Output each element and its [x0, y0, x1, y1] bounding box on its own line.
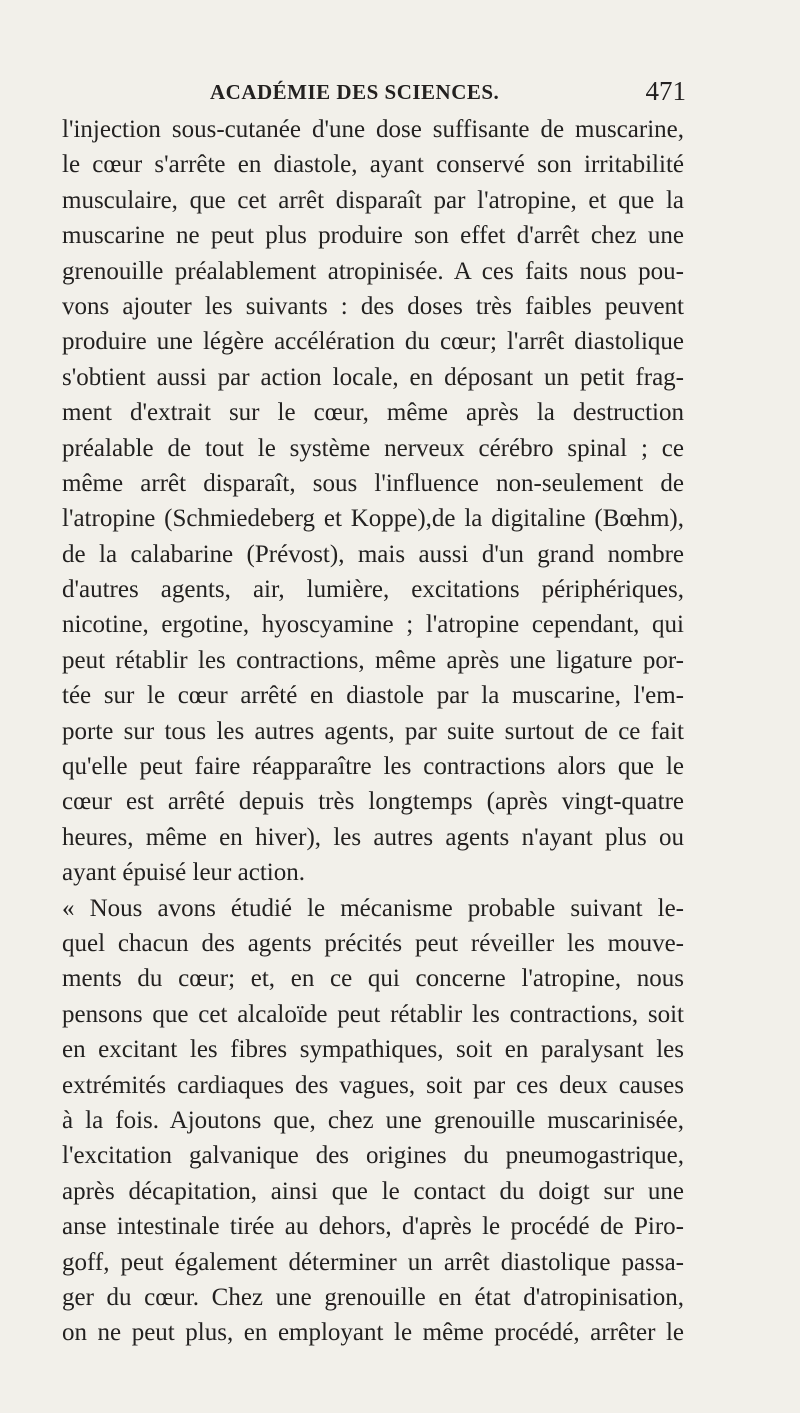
page-number: 471 — [645, 76, 686, 106]
paragraph-end-line: ayant épuisé leur action. — [62, 859, 305, 887]
text-line: tée sur le cœur arrêté en diastole par la muscarine, l'em- — [62, 682, 684, 710]
text-line: ment d'extrait sur le cœur, même après la destruction — [62, 399, 684, 427]
text-line: à la fois. Ajoutons que, chez une grenouille muscarinisée, — [62, 1106, 684, 1134]
text-line: pensons que cet alcaloïde peut rétablir les contractions, soit — [62, 1000, 684, 1028]
text-line: l'atropine (Schmiedeberg et Koppe),de la digitaline (Bœhm), — [62, 505, 684, 533]
text-line: en excitant les fibres sympathiques, soit en paralysant les — [62, 1036, 684, 1064]
text-line: porte sur tous les autres agents, par suite surtout de ce fait — [62, 717, 684, 745]
text-line: extrémités cardiaques des vagues, soit par ces deux causes — [62, 1071, 684, 1099]
text-line: d'autres agents, air, lumière, excitations périphériques, — [62, 576, 684, 604]
text-line: muscarine ne peut plus produire son effet d'arrêt chez une — [62, 222, 684, 250]
text-line: musculaire, que cet arrêt disparaît par l'atropine, et que la — [62, 186, 684, 214]
text-line: l'excitation galvanique des origines du pneumogastrique, — [62, 1142, 684, 1170]
text-line: peut rétablir les contractions, même après une ligature por- — [62, 646, 684, 674]
text-line: après décapitation, ainsi que le contact du doigt sur une — [62, 1177, 684, 1205]
text-line: quel chacun des agents précités peut réveiller les mouve- — [62, 929, 684, 957]
text-line: goff, peut également déterminer un arrêt diastolique passa- — [62, 1248, 684, 1276]
text-line: préalable de tout le système nerveux cérébro spinal ; ce — [62, 434, 684, 462]
text-line: le cœur s'arrête en diastole, ayant conservé son irritabilité — [62, 151, 684, 179]
text-line: anse intestinale tirée au dehors, d'après le procédé de Piro- — [62, 1213, 684, 1241]
text-line: vons ajouter les suivants : des doses très faibles peuvent — [62, 292, 684, 320]
running-head — [62, 74, 686, 110]
text-line: s'obtient aussi par action locale, en déposant un petit frag- — [62, 363, 684, 391]
text-line: grenouille préalablement atropinisée. A ces faits nous pou- — [62, 257, 684, 285]
text-line: nicotine, ergotine, hyoscyamine ; l'atropine cependant, qui — [62, 611, 684, 639]
text-line: cœur est arrêté depuis très longtemps (après vingt-quatre — [62, 788, 684, 816]
text-line: qu'elle peut faire réapparaître les contractions alors que le — [62, 753, 684, 781]
text-line: ments du cœur; et, en ce qui concerne l'atropine, nous — [62, 965, 684, 993]
paragraph-start-line: « Nous avons étudié le mécanisme probable suivant le- — [62, 894, 684, 922]
text-line: l'injection sous-cutanée d'une dose suffisante de muscarine, — [62, 116, 684, 143]
text-line: même arrêt disparaît, sous l'influence non-seulement de — [62, 469, 684, 497]
text-line: heures, même en hiver), les autres agents n'ayant plus ou — [62, 823, 684, 851]
text-line: ger du cœur. Chez une grenouille en état d'atropinisation, — [62, 1283, 684, 1311]
text-line: on ne peut plus, en employant le même procédé, arrêter le — [62, 1319, 684, 1347]
body-text — [62, 112, 684, 1351]
text-line: de la calabarine (Prévost), mais aussi d'un grand nombre — [62, 540, 684, 568]
header-title: ACADÉMIE DES SCIENCES. — [210, 80, 500, 104]
text-line: produire une légère accélération du cœur; l'arrêt diastolique — [62, 328, 684, 356]
